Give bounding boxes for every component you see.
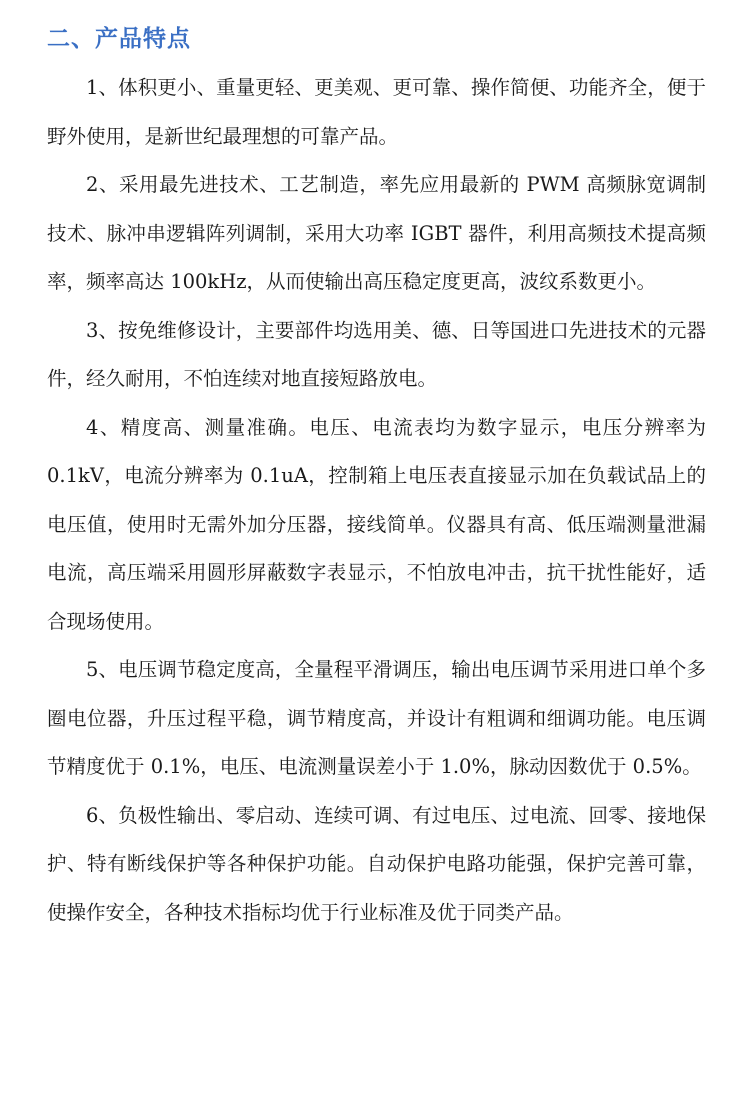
feature-paragraph-5: 5、电压调节稳定度高，全量程平滑调压，输出电压调节采用进口单个多圈电位器，升压过程平稳，调节精度高，并设计有粗调和细调功能。电压调节精度优于 0.1%，电压、电流测量误差小于 1.0%，脉动因数优于 0.5%。 — [47, 658, 706, 778]
feature-paragraph-4: 4、精度高、测量准确。电压、电流表均为数字显示，电压分辨率为 0.1kV，电流分辨率为 0.1uA，控制箱上电压表直接显示加在负载试品上的电压值，使用时无需外加分压器，接线简单。仪器具有高、低压端测量泄漏电流，高压端采用圆形屏蔽数字表显示，不怕放电冲击，抗干扰性能好，适合现场使用。 — [47, 415, 706, 633]
feature-paragraph-3: 3、按免维修设计，主要部件均选用美、德、日等国进口先进技术的元器件，经久耐用，不怕连续对地直接短路放电。 — [47, 318, 706, 390]
feature-paragraph-2: 2、采用最先进技术、工艺制造，率先应用最新的 PWM 高频脉宽调制技术、脉冲串逻辑阵列调制，采用大功率 IGBT 器件，利用高频技术提高频率，频率高达 100kHz，从而使输出高压稳定度更高，波纹系数更小。 — [47, 173, 706, 293]
feature-paragraph-6: 6、负极性输出、零启动、连续可调、有过电压、过电流、回零、接地保护、特有断线保护等各种保护功能。自动保护电路功能强，保护完善可靠，使操作安全，各种技术指标均优于行业标准及优于同类产品。 — [47, 803, 706, 924]
feature-paragraph-1: 1、体积更小、重量更轻、更美观、更可靠、操作简便、功能齐全，便于野外使用，是新世纪最理想的可靠产品。 — [47, 76, 706, 148]
section-title: 二、产品特点 — [47, 26, 191, 52]
